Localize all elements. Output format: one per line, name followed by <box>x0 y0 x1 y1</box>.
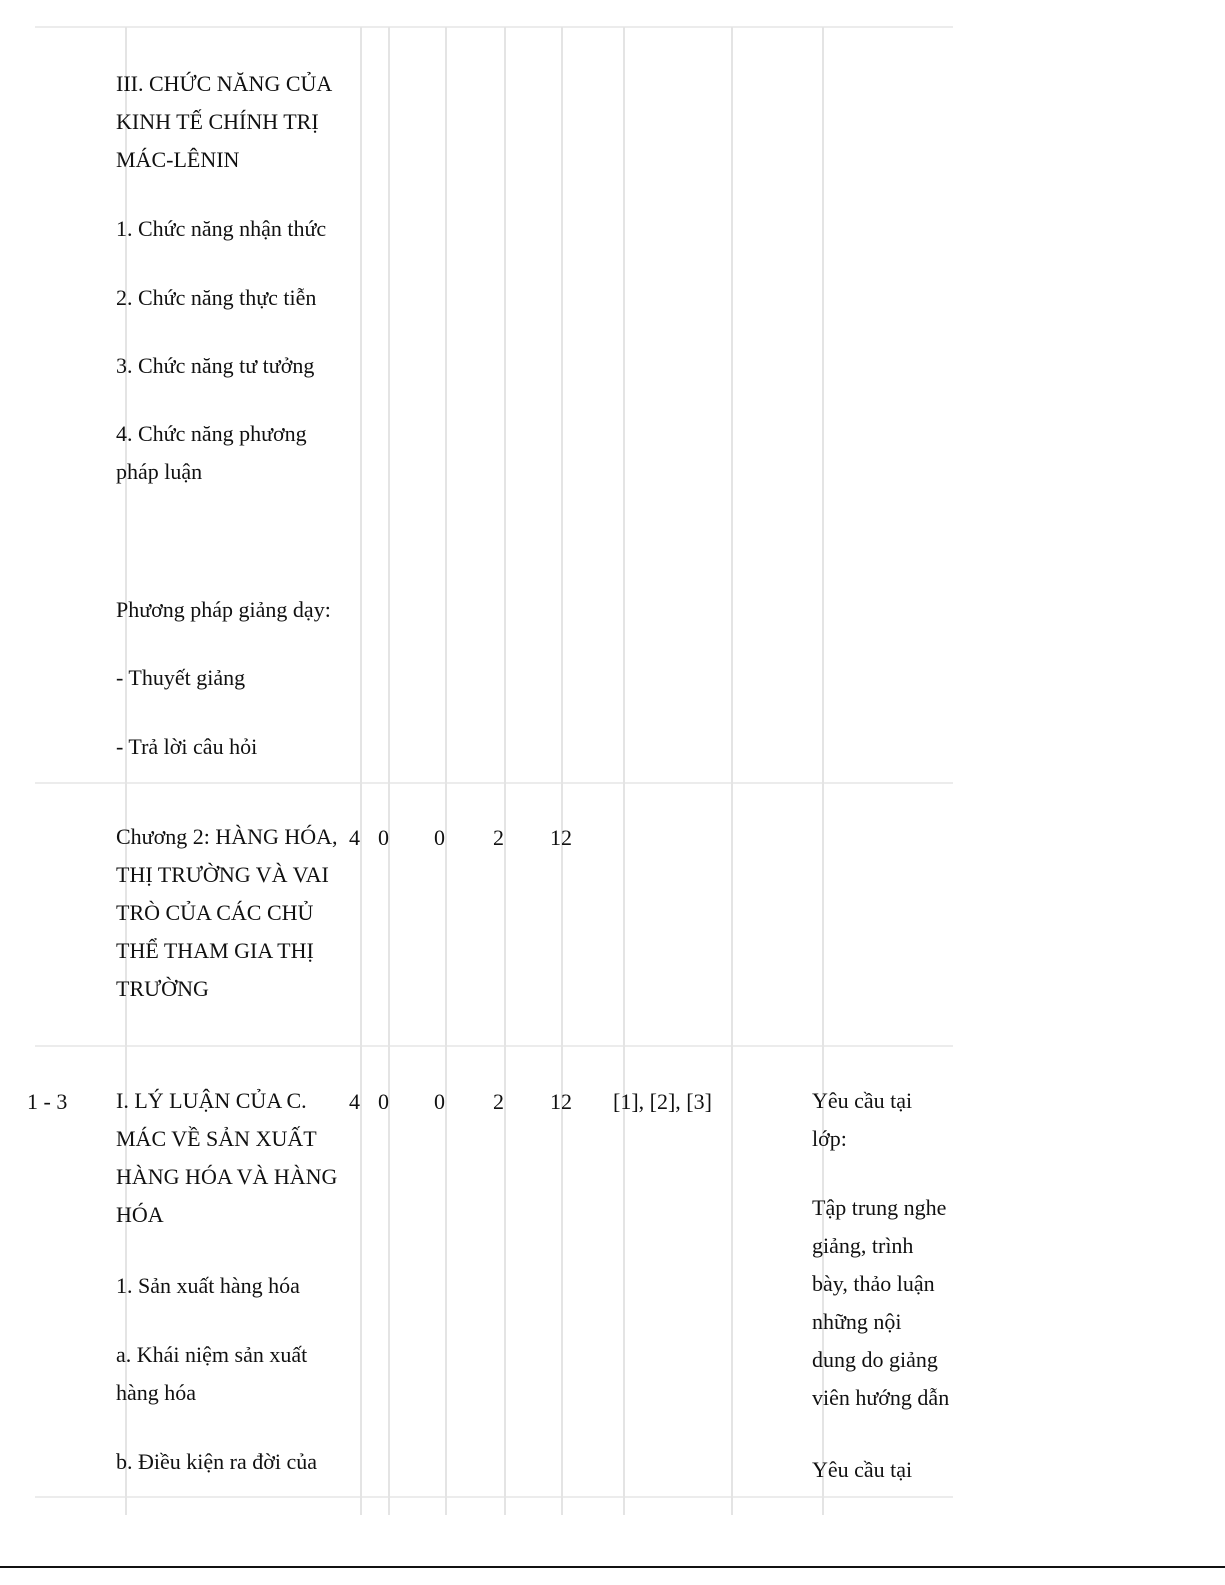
text-line: lớp: <box>812 1126 847 1151</box>
text-line: Yêu cầu tại <box>812 1088 913 1113</box>
hours-value: 0 <box>378 1089 389 1114</box>
method-item: - Thuyết giảng <box>116 665 246 690</box>
text-line: HÓA <box>116 1202 164 1227</box>
text-line: THỊ TRƯỜNG VÀ VAI <box>116 862 329 887</box>
text-line: III. CHỨC NĂNG CỦA <box>116 71 333 96</box>
method-heading: Phương pháp giảng dạy: <box>116 597 331 622</box>
page-bottom-rule <box>0 1566 1225 1568</box>
row-divider-a <box>35 782 953 784</box>
hours-value: 2 <box>493 1089 504 1114</box>
column-divider <box>623 27 625 1515</box>
text-line: MÁC VỀ SẢN XUẤT <box>116 1126 317 1151</box>
hours-value: 2 <box>493 825 504 850</box>
hours-value: 4 <box>349 1089 360 1114</box>
function-item: 2. Chức năng thực tiễn <box>116 285 317 310</box>
text-line: Tập trung nghe <box>812 1195 947 1220</box>
text-line: hàng hóa <box>116 1380 197 1405</box>
text-line: 4. Chức năng phương <box>116 421 307 446</box>
text-line: I. LÝ LUẬN CỦA C. <box>116 1088 307 1113</box>
requirement-heading <box>812 1082 912 1158</box>
hours-value: 4 <box>349 825 360 850</box>
reference-list: [1], [2], [3] <box>613 1089 712 1114</box>
text-line: những nội <box>812 1309 902 1334</box>
requirement-text <box>812 1189 949 1417</box>
function-item: 3. Chức năng tư tưởng <box>116 353 315 378</box>
section-title <box>116 1082 337 1234</box>
text-line: TRÒ CỦA CÁC CHỦ <box>116 900 314 925</box>
text-line: pháp luận <box>116 459 203 484</box>
hours-value: 12 <box>550 825 572 850</box>
method-item: - Trả lời câu hỏi <box>116 734 258 759</box>
text-line: KINH TẾ CHÍNH TRỊ <box>116 109 319 134</box>
column-divider <box>731 27 733 1515</box>
column-divider <box>360 27 362 1515</box>
hours-value: 0 <box>434 825 445 850</box>
hours-value: 12 <box>550 1089 572 1114</box>
column-divider <box>388 27 390 1515</box>
subsection-item: b. Điều kiện ra đời của <box>116 1449 318 1474</box>
text-line: THỂ THAM GIA THỊ <box>116 938 314 963</box>
week-label: 1 - 3 <box>27 1089 68 1114</box>
hours-value: 0 <box>378 825 389 850</box>
column-divider <box>504 27 506 1515</box>
text-line: viên hướng dẫn <box>812 1385 950 1410</box>
subsection-item: 1. Sản xuất hàng hóa <box>116 1273 300 1298</box>
text-line: TRƯỜNG <box>116 976 209 1001</box>
row-divider-c <box>35 1496 953 1498</box>
text-line: bày, thảo luận <box>812 1271 935 1296</box>
chapter-title <box>116 818 338 1008</box>
function-item: 1. Chức năng nhận thức <box>116 216 327 241</box>
text-line: HÀNG HÓA VÀ HÀNG <box>116 1164 338 1189</box>
row-a-title <box>116 65 332 179</box>
text-line: dung do giảng <box>812 1347 938 1372</box>
text-line: MÁC-LÊNIN <box>116 147 240 172</box>
requirement-heading: Yêu cầu tại <box>812 1457 913 1482</box>
text-line: Chương 2: HÀNG HÓA, <box>116 824 338 849</box>
subsection-item <box>116 1336 307 1412</box>
row-divider-top <box>35 26 953 28</box>
row-divider-b <box>35 1045 953 1047</box>
hours-value: 0 <box>434 1089 445 1114</box>
text-line: giảng, trình <box>812 1233 914 1258</box>
column-divider <box>445 27 447 1515</box>
text-line: a. Khái niệm sản xuất <box>116 1342 308 1367</box>
function-item <box>116 415 307 491</box>
column-divider <box>561 27 563 1515</box>
